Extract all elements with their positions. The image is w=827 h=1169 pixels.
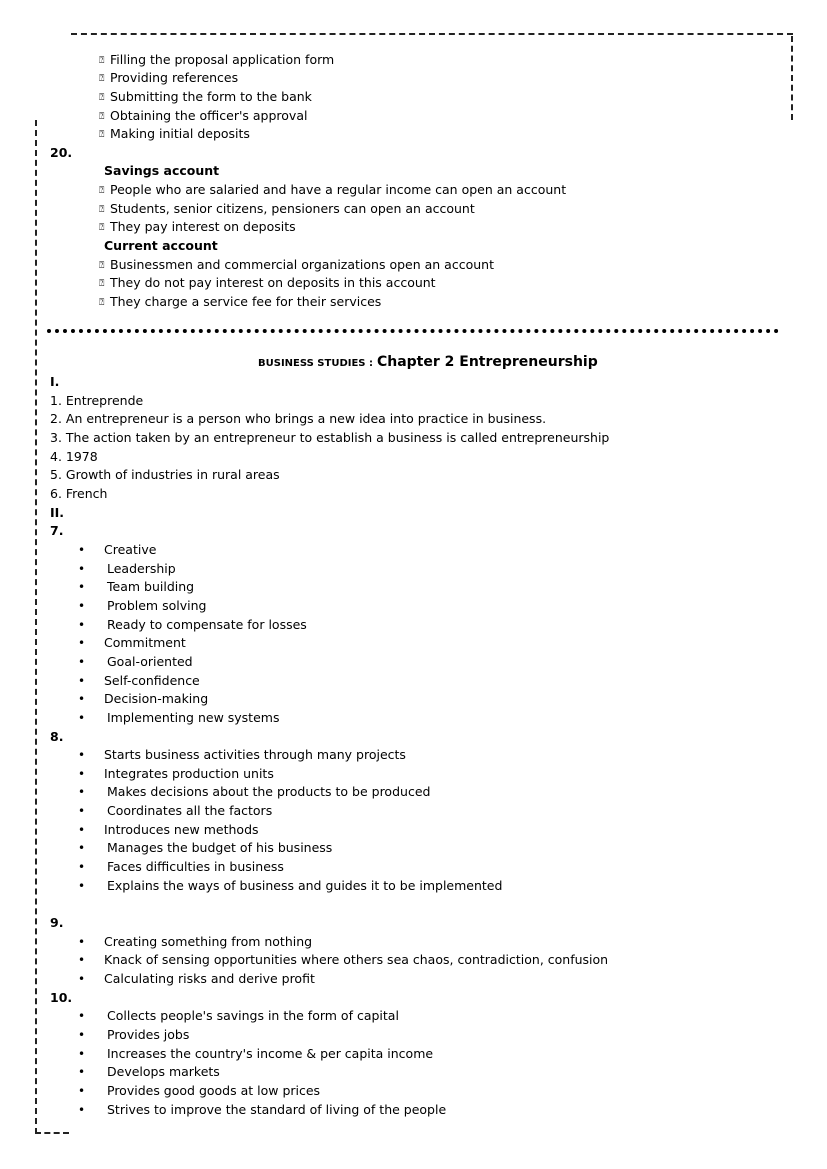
subject-label: BUSINESS STUDIES : — [258, 358, 373, 369]
list-item: Increases the country's income & per capita income — [107, 1046, 434, 1061]
list-item: ⍰ Making initial deposits — [99, 125, 250, 145]
list-item: ⍰ Students, senior citizens, pensioners can open an account — [99, 200, 475, 220]
question-number: 10. — [50, 990, 73, 1005]
list-item: Makes decisions about the products to be produced — [107, 784, 431, 799]
question-number: 9. — [50, 915, 64, 930]
checkbox-icon: ⍰ — [99, 186, 105, 196]
list-item: ⍰ They pay interest on deposits — [99, 218, 296, 238]
question-number: 7. — [50, 523, 64, 538]
chapter-heading — [258, 353, 598, 374]
bullet-icon: • — [78, 618, 86, 632]
list-item: Creative — [104, 542, 157, 557]
chapter-title: Chapter 2 Entrepreneurship — [376, 354, 598, 370]
checkbox-icon: ⍰ — [99, 93, 105, 103]
list-item: ⍰ Filling the proposal application form — [99, 51, 334, 71]
checkbox-icon: ⍰ — [99, 279, 105, 289]
list-item: Introduces new methods — [104, 822, 259, 837]
bullet-icon: • — [78, 655, 86, 669]
list-item: Provides good goods at low prices — [107, 1083, 321, 1098]
answer-line: 4. 1978 — [50, 449, 98, 464]
bullet-icon: • — [78, 1103, 86, 1117]
list-item: Ready to compensate for losses — [107, 617, 307, 632]
answer-line: 1. Entreprende — [50, 393, 144, 408]
list-item: ⍰ Businessmen and commercial organizations open an account — [99, 256, 494, 276]
bullet-icon: • — [78, 711, 86, 725]
bullet-icon: • — [78, 562, 86, 576]
list-item: Starts business activities through many projects — [104, 747, 406, 762]
bullet-icon: • — [78, 935, 86, 949]
list-item: Self-confidence — [104, 673, 200, 688]
list-item: ⍰ Submitting the form to the bank — [99, 88, 312, 108]
checkbox-icon: ⍰ — [99, 56, 105, 66]
bullet-icon: • — [78, 804, 86, 818]
checkbox-icon: ⍰ — [99, 298, 105, 308]
answer-line: 2. An entrepreneur is a person who brings a new idea into practice in business. — [50, 411, 547, 426]
list-item: Collects people's savings in the form of capital — [107, 1008, 399, 1023]
list-item: ⍰ They charge a service fee for their services — [99, 293, 381, 313]
list-item: Problem solving — [107, 598, 207, 613]
page-border-right — [791, 36, 793, 120]
list-item: Strives to improve the standard of living of the people — [107, 1102, 447, 1117]
bullet-icon: • — [78, 1047, 86, 1061]
answer-line: 6. French — [50, 486, 108, 501]
list-item: Team building — [107, 579, 195, 594]
list-item: Coordinates all the factors — [107, 803, 273, 818]
bullet-icon: • — [78, 748, 86, 762]
bullet-icon: • — [78, 785, 86, 799]
checkbox-icon: ⍰ — [99, 112, 105, 122]
bullet-icon: • — [78, 636, 86, 650]
bullet-icon: • — [78, 972, 86, 986]
bullet-icon: • — [78, 1065, 86, 1079]
checkbox-icon: ⍰ — [99, 74, 105, 84]
checkbox-icon: ⍰ — [99, 130, 105, 140]
bullet-icon: • — [78, 1084, 86, 1098]
bullet-icon: • — [78, 1028, 86, 1042]
list-item: Explains the ways of business and guides it to be implemented — [107, 878, 503, 893]
checkbox-icon: ⍰ — [99, 205, 105, 215]
list-item: Commitment — [104, 635, 186, 650]
list-item: Provides jobs — [107, 1027, 190, 1042]
list-item: Manages the budget of his business — [107, 840, 333, 855]
bullet-icon: • — [78, 1009, 86, 1023]
checkbox-icon: ⍰ — [99, 223, 105, 233]
bullet-icon: • — [78, 879, 86, 893]
answer-line: 5. Growth of industries in rural areas — [50, 467, 280, 482]
bullet-icon: • — [78, 767, 86, 781]
section-divider — [47, 329, 779, 333]
list-item: Leadership — [107, 561, 176, 576]
bullet-icon: • — [78, 674, 86, 688]
bullet-icon: • — [78, 599, 86, 613]
section-label: II. — [50, 505, 65, 520]
list-item: ⍰ They do not pay interest on deposits in this account — [99, 274, 436, 294]
list-item: ⍰ Providing references — [99, 69, 238, 89]
bullet-icon: • — [78, 580, 86, 594]
subheading: Savings account — [104, 163, 220, 178]
list-item: Implementing new systems — [107, 710, 280, 725]
section-label: I. — [50, 374, 60, 389]
bullet-icon: • — [78, 841, 86, 855]
list-item: Decision-making — [104, 691, 209, 706]
bullet-icon: • — [78, 823, 86, 837]
list-item: Calculating risks and derive profit — [104, 971, 315, 986]
list-item: ⍰ People who are salaried and have a regular income can open an account — [99, 181, 566, 201]
bullet-icon: • — [78, 860, 86, 874]
subheading: Current account — [104, 238, 218, 253]
list-item: Faces difficulties in business — [107, 859, 284, 874]
list-item: Goal-oriented — [107, 654, 193, 669]
list-item: ⍰ Obtaining the officer's approval — [99, 107, 307, 127]
page-border-top — [71, 33, 793, 35]
page-border-bottom — [35, 1132, 69, 1134]
bullet-icon: • — [78, 543, 86, 557]
list-item: Develops markets — [107, 1064, 220, 1079]
question-number: 20. — [50, 145, 73, 160]
list-item: Creating something from nothing — [104, 934, 313, 949]
bullet-icon: • — [78, 953, 86, 967]
answer-line: 3. The action taken by an entrepreneur to establish a business is called entrepreneurship — [50, 430, 610, 445]
list-item: Knack of sensing opportunities where others sea chaos, contradiction, confusion — [104, 952, 609, 967]
checkbox-icon: ⍰ — [99, 261, 105, 271]
page-border-left — [35, 120, 37, 1134]
question-number: 8. — [50, 729, 64, 744]
bullet-icon: • — [78, 692, 86, 706]
list-item: Integrates production units — [104, 766, 274, 781]
